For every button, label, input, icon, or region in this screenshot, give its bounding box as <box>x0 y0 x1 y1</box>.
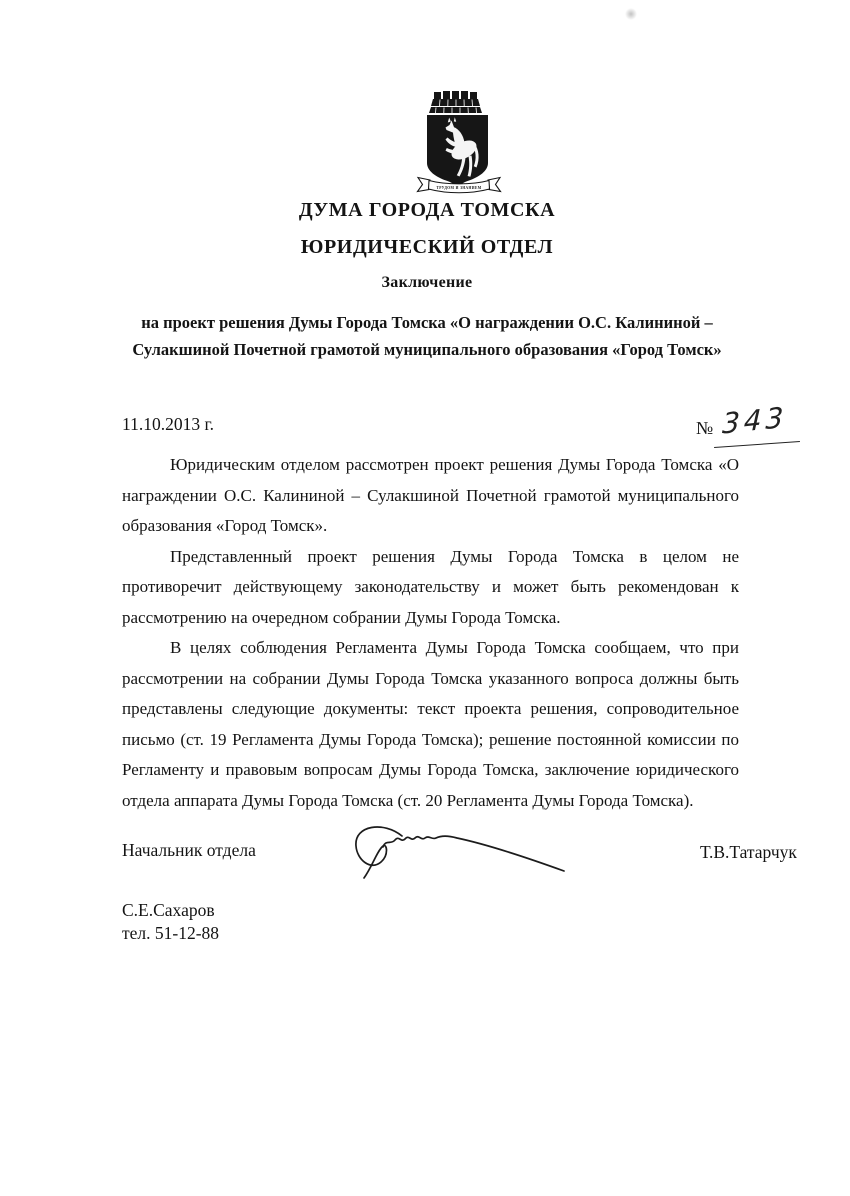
handwritten-number: 343 <box>721 400 788 441</box>
mural-crown-icon <box>429 91 482 113</box>
number-sign-label: № <box>696 418 714 438</box>
motto-text: ТРУДОМ И ЗНАНИЕМ <box>436 185 482 190</box>
document-subject <box>117 309 737 363</box>
subject-line-2: Сулакшиной Почетной грамотой муниципального образования «Город Томск» <box>132 340 722 359</box>
handwritten-signature-icon <box>338 818 588 888</box>
executor-name: С.Е.Сахаров <box>122 900 215 920</box>
signer-name: Т.В.Татарчук <box>700 842 797 862</box>
paragraph-1: Юридическим отделом рассмотрен проект решения Думы Города Томска «О награждении О.С. Калининой – Сулакшиной Почетной грамотой муниципального образования «Город Томск». <box>122 455 739 535</box>
org-name: ДУМА ГОРОДА ТОМСКА <box>298 199 556 221</box>
department-name: ЮРИДИЧЕСКИЙ ОТДЕЛ <box>300 236 554 258</box>
document-body <box>122 450 739 816</box>
document-type-title: Заключение <box>381 274 473 291</box>
document-number <box>696 400 806 454</box>
subject-line-1: на проект решения Думы Города Томска «О награждении О.С. Калининой – <box>141 313 713 332</box>
paragraph-2: Представленный проект решения Думы Города Томска в целом не противоречит действующему законодательству и может быть рекомендован к рассмотрению на очередном собрании Думы Города Томска. <box>122 546 739 627</box>
signature-row <box>0 818 850 888</box>
signer-position: Начальник отдела <box>122 840 256 860</box>
scan-artifact <box>624 8 638 20</box>
number-underline <box>714 441 800 448</box>
document-date: 11.10.2013 г. <box>122 414 215 434</box>
coat-of-arms-icon <box>416 91 502 197</box>
executor-phone: тел. 51-12-88 <box>122 923 220 943</box>
executor-block <box>122 899 219 945</box>
paragraph-3: В целях соблюдения Регламента Думы Города Томска сообщаем, что при рассмотрении на собрании Думы Города Томска указанного вопроса должны быть представлены следующие документы: текст проекта решения, сопроводительное письмо (ст. 19 Регламента Думы Города Томска); решение постоянной комиссии по Регламенту и правовым вопросам Думы Города Томска, заключение юридического отдела аппарата Думы Города Томска (ст. 20 Регламента Думы Города Томска). <box>122 638 739 810</box>
